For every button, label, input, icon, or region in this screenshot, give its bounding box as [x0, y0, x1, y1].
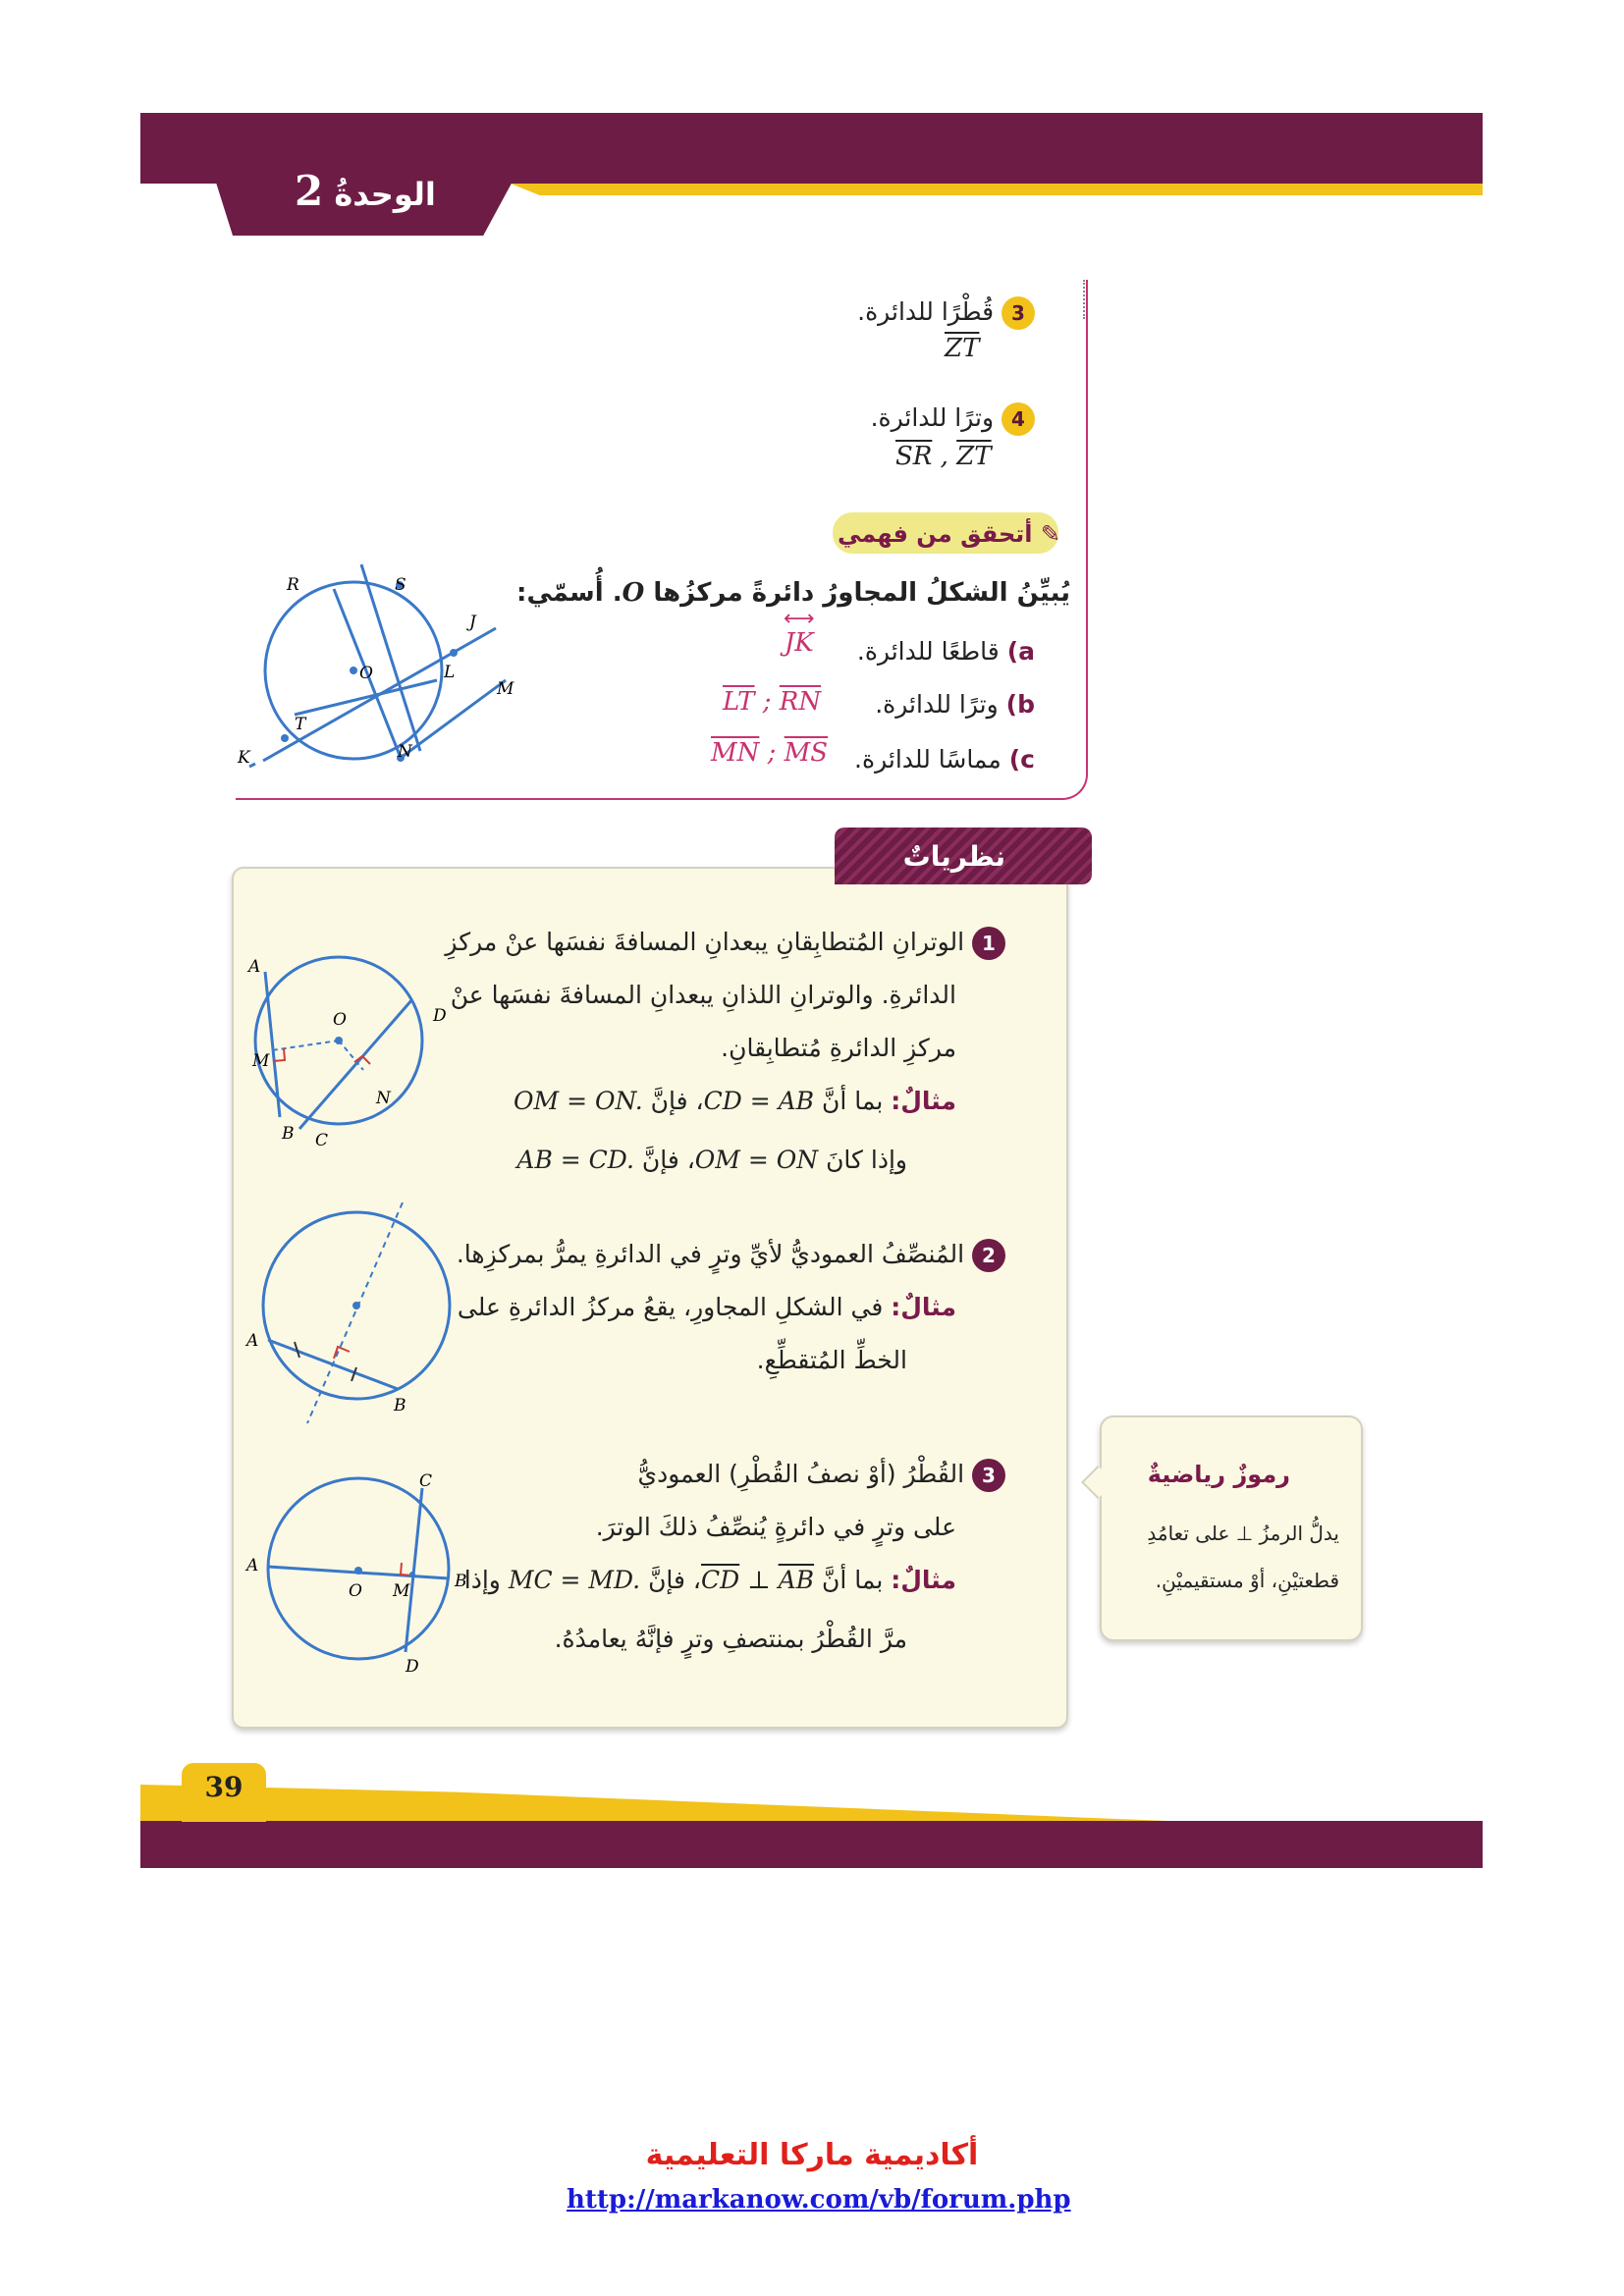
- fig4-label-M: M: [393, 1581, 410, 1601]
- header-yellow-stripe: [511, 184, 1483, 195]
- academy-name: أكاديمية ماركا التعليمية: [645, 2138, 979, 2172]
- theorem-1-example1: [514, 1074, 956, 1129]
- theorem-2-example-label: مثالٌ:: [891, 1293, 956, 1321]
- check-item-c-answer-1: $\overline{MN}$: [711, 738, 760, 768]
- theorems-tab-title: نظرياتٌ: [902, 840, 1005, 873]
- check-item-c-text: مماسًا للدائرة.: [854, 745, 1001, 774]
- footer-yellow-band: [140, 1785, 1191, 1822]
- fig1-label-J: J: [469, 613, 476, 632]
- fig1-label-L: L: [444, 663, 456, 682]
- prev-item-4-text: وترًا للدائرة.: [870, 403, 995, 432]
- check-item-c-sep: ;: [759, 738, 785, 768]
- fig4-label-D: D: [406, 1657, 419, 1677]
- fig1-label-K: K: [238, 748, 250, 768]
- fig3-label-A: A: [246, 1331, 259, 1351]
- theorem-1-ex1-a: بما أنَّ: [822, 1087, 884, 1115]
- check-item-a-text: قاطعًا للدائرة.: [856, 637, 1000, 666]
- check-item-b-letter: b): [1005, 690, 1035, 719]
- theorem-1-ex2-m2: AB = CD.: [516, 1146, 634, 1174]
- theorem-1-ex2-b: ، فإنَّ: [641, 1146, 695, 1174]
- prev-item-4: [871, 391, 1035, 446]
- check-item-c-answer-2: $\overline{MS}$: [784, 738, 829, 768]
- check-item-b-answer-2: $\overline{RN}$: [779, 687, 822, 717]
- fig2-label-N: N: [376, 1089, 391, 1108]
- theorem-1-line1: [445, 915, 1005, 970]
- theorem-1-badge: 1: [972, 927, 1005, 960]
- theorem-3-line4: مرَّ القُطْرُ بمنتصفِ وترٍ فإنَّهُ يعامدُهُ.: [554, 1625, 907, 1653]
- theorem-3-line1: [638, 1447, 1006, 1502]
- fig1-label-T: T: [295, 715, 306, 734]
- theorem-2-line2: [458, 1280, 956, 1335]
- line-arrow-icon: ⟷: [784, 607, 815, 631]
- prev-item-4-answer-1: $\overline{SR}$: [895, 442, 933, 471]
- prev-item-3: [857, 285, 1035, 340]
- forum-link[interactable]: http://markanow.com/vb/forum.php: [567, 2185, 1071, 2215]
- pencil-icon: ✎: [1040, 520, 1060, 548]
- prev-item-4-answer-2: $\overline{ZT}$: [956, 442, 992, 471]
- dotted-divider: [1083, 280, 1085, 319]
- theorem-1-ex1-b: ، فإنَّ: [650, 1087, 704, 1115]
- prev-item-3-answer: $\overline{ZT}$: [945, 334, 980, 363]
- theorem-2-text2: في الشكلِ المجاورِ، يقعُ مركزُ الدائرةِ على: [457, 1293, 884, 1321]
- fig4-label-O: O: [349, 1581, 362, 1601]
- unit-number: 2: [295, 167, 324, 215]
- check-item-b-answer: [723, 687, 821, 717]
- theorem-3-example: [464, 1553, 956, 1608]
- theorem-1-example2: [516, 1133, 907, 1188]
- theorem-2-figure: [241, 1202, 466, 1428]
- prev-item-4-sep: ,: [932, 442, 957, 471]
- prev-item-4-badge: 4: [1001, 402, 1035, 436]
- unit-label: الوحدةُ: [334, 176, 436, 213]
- theorem-2-text1: المُنصِّفُ العموديُّ لأيِّ وترٍ في الدائرةِ يمرُّ بمركزِها.: [456, 1240, 965, 1268]
- footer-band: [140, 1821, 1483, 1868]
- theorem-1-text1: الوترانِ المُتطابِقانِ يبعدانِ المسافةَ نفسَها عنْ مركزِ: [445, 928, 965, 956]
- check-item-a-answer-text: JK: [784, 628, 814, 658]
- theorem-3-example-label: مثالٌ:: [891, 1566, 956, 1594]
- theorem-1-figure: [241, 942, 466, 1158]
- prev-item-4-answer: [895, 442, 992, 471]
- fig2-label-B: B: [282, 1124, 295, 1144]
- prev-item-3-text: قُطْرًا للدائرة.: [857, 297, 995, 326]
- theorem-3-badge: 3: [972, 1459, 1005, 1492]
- fig1-label-M: M: [497, 679, 514, 699]
- theorem-1-ex1-m2: OM = ON.: [514, 1087, 643, 1115]
- theorem-3-ex-perp: ⊥: [739, 1566, 779, 1594]
- check-prompt-1: يُبيِّنُ الشكلُ المجاورُ دائرةً مركزُها: [653, 578, 1070, 608]
- fig2-label-M: M: [252, 1051, 270, 1071]
- fig2-label-O: O: [333, 1010, 347, 1030]
- check-title-text: أتحقق من فهمي: [837, 520, 1033, 548]
- math-symbols-line1: يدلُّ الرمزُ ⊥ على تعامُدِ: [1147, 1522, 1339, 1545]
- check-item-b-sep: ;: [754, 687, 780, 717]
- prev-item-3-badge: 3: [1001, 296, 1035, 330]
- check-item-b-answer-1: $\overline{LT}$: [723, 687, 755, 717]
- theorem-3-ex-c: وإذا: [463, 1566, 501, 1594]
- theorem-2-line3: الخطِّ المُتقطِّعِ.: [756, 1346, 907, 1374]
- theorem-1-line2: الدائرةِ. والوترانِ اللذانِ يبعدانِ المسافةَ نفسَها عنْ: [450, 981, 956, 1009]
- math-symbols-title: رموزٌ رياضيةٌ: [1147, 1461, 1290, 1488]
- math-symbols-line2: قطعتيْنِ، أوْ مستقيميْنِ.: [1155, 1569, 1339, 1592]
- check-figure: [236, 555, 530, 780]
- check-item-b-text: وترًا للدائرة.: [875, 690, 999, 719]
- check-item-c: [854, 732, 1035, 787]
- check-item-b: [875, 677, 1035, 732]
- check-prompt-2: . أُسمّي:: [516, 578, 623, 608]
- theorem-2-badge: 2: [972, 1239, 1005, 1272]
- check-item-c-letter: c): [1008, 745, 1035, 774]
- fig1-label-O: O: [359, 664, 373, 683]
- fig4-label-A: A: [246, 1556, 259, 1575]
- check-item-a-answer: [784, 607, 815, 658]
- check-item-a: [857, 624, 1035, 679]
- fig2-label-D: D: [433, 1006, 447, 1026]
- fig4-label-B: B: [455, 1572, 467, 1591]
- fig1-label-S: S: [395, 575, 406, 595]
- theorem-1-ex2-a: وإذا كانَ: [826, 1146, 907, 1174]
- theorem-3-ex-a: بما أنَّ: [822, 1566, 884, 1594]
- check-item-a-letter: a): [1006, 637, 1035, 666]
- theorem-3-ex-b: ، فإنَّ: [648, 1566, 702, 1594]
- theorem-1-ex1-m1: CD = AB: [703, 1087, 815, 1115]
- theorem-1-line3: مركزِ الدائرةِ مُتطابِقانِ.: [721, 1034, 956, 1062]
- theorem-3-text1: القُطْرُ (أوْ نصفُ القُطْرِ) العموديُّ: [637, 1460, 965, 1488]
- check-prompt-var: O: [622, 578, 645, 608]
- unit-title: [295, 167, 442, 216]
- fig3-label-B: B: [394, 1396, 406, 1415]
- fig2-label-A: A: [248, 957, 261, 977]
- theorem-3-ex-m2: $\overline{AB}$: [778, 1566, 815, 1594]
- page-number: 39: [204, 1771, 244, 1803]
- fig4-label-C: C: [419, 1471, 433, 1491]
- theorem-3-ex-m1: $\overline{CD}$: [701, 1566, 740, 1594]
- check-item-c-answer: [711, 738, 828, 768]
- theorem-3-line2: على وترٍ في دائرةٍ يُنصِّفُ ذلكَ الوترَ.: [595, 1513, 956, 1541]
- theorem-3-figure: [241, 1461, 486, 1677]
- theorem-3-ex-m3: MC = MD.: [508, 1566, 641, 1594]
- theorem-1-ex2-m1: OM = ON: [694, 1146, 819, 1174]
- theorem-2-line1: [457, 1227, 1005, 1282]
- check-title: [838, 514, 1060, 554]
- fig1-label-N: N: [398, 742, 412, 762]
- theorem-1-example-label: مثالٌ:: [891, 1087, 956, 1115]
- fig2-label-C: C: [315, 1131, 329, 1150]
- fig1-label-R: R: [287, 575, 299, 595]
